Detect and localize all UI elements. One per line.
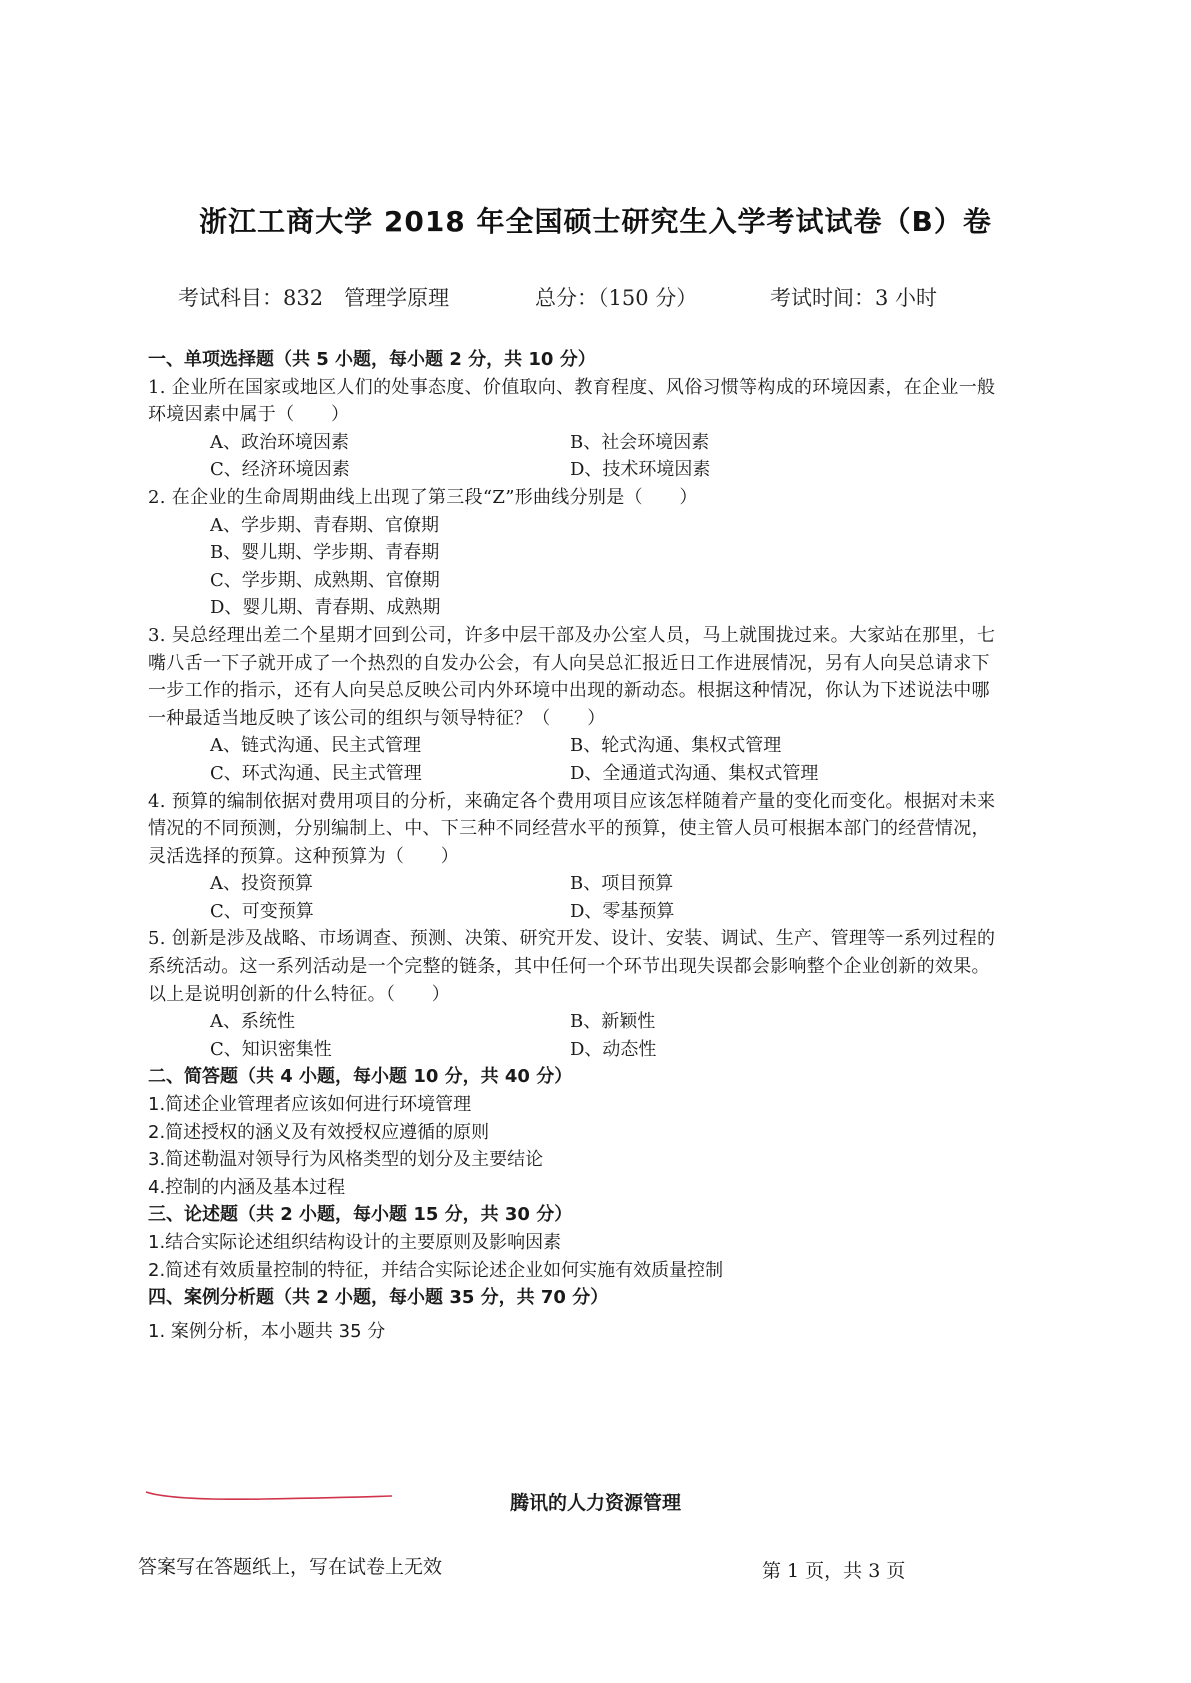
- exam-duration: 考试时间：3 小时: [770, 286, 938, 310]
- question-1-options-row-1: [148, 429, 1008, 457]
- case-1-heading: 1. 案例分析，本小题共 35 分: [148, 1320, 386, 1342]
- option-b: B、婴儿期、学步期、青春期: [210, 542, 440, 564]
- question-3-options-row-2: [148, 760, 1008, 788]
- short-answer-item-3: 3.简述勒温对领导行为风格类型的划分及主要结论: [148, 1149, 544, 1171]
- case-title: 腾讯的人力资源管理: [509, 1492, 681, 1514]
- option-b: B、社会环境因素: [570, 431, 710, 453]
- question-5-options-row-2: [148, 1036, 1008, 1064]
- question-4-options-row-2: [148, 898, 1008, 926]
- option-c: C、环式沟通、民主式管理: [210, 762, 422, 784]
- option-d: D、全通道式沟通、集权式管理: [570, 762, 819, 784]
- exam-subject: 考试科目：832 管理学原理: [178, 286, 450, 310]
- option-b: B、轮式沟通、集权式管理: [570, 735, 782, 757]
- footer-note: 答案写在答题纸上，写在试卷上无效: [138, 1556, 443, 1578]
- exam-meta: [0, 282, 1191, 318]
- question-5-text: 5. 创新是涉及战略、市场调查、预测、决策、研究开发、设计、安装、调试、生产、管理等一系列过程的系统活动。这一系列活动是一个完整的链条，其中任何一个环节出现失误都会影响整个企业创新的效果。以上是说明创新的什么特征。（ ）: [148, 928, 996, 1005]
- question-1-options-row-2: [148, 456, 1008, 484]
- option-c: C、学步期、成熟期、官僚期: [210, 569, 440, 591]
- question-5-options-row-1: [148, 1008, 1008, 1036]
- option-a: A、投资预算: [210, 873, 313, 895]
- exam-content: [148, 346, 1008, 1345]
- question-1-text: 1. 企业所在国家或地区人们的处事态度、价值取向、教育程度、风俗习惯等构成的环境因素，在企业一般环境因素中属于（ ）: [148, 376, 996, 426]
- option-c: C、经济环境因素: [210, 459, 350, 481]
- question-2-text: 2. 在企业的生命周期曲线上出现了第三段“Z”形曲线分别是（ ）: [148, 486, 698, 508]
- option-d: D、技术环境因素: [570, 459, 711, 481]
- option-c: C、知识密集性: [210, 1038, 332, 1060]
- essay-item-2: 2.简述有效质量控制的特征，并结合实际论述企业如何实施有效质量控制: [148, 1259, 724, 1281]
- option-a: A、链式沟通、民主式管理: [210, 735, 421, 757]
- question-3-options-row-1: [148, 732, 1008, 760]
- exam-title: 浙江工商大学 2018 年全国硕士研究生入学考试试卷（B）卷: [199, 205, 992, 238]
- option-b: B、项目预算: [570, 873, 674, 895]
- short-answer-item-4: 4.控制的内涵及基本过程: [148, 1176, 346, 1198]
- exam-total-score: 总分：（150 分）: [535, 286, 698, 310]
- page-number: 第 1 页，共 3 页: [762, 1560, 906, 1582]
- section-heading-2: 二、简答题（共 4 小题，每小题 10 分，共 40 分）: [148, 1066, 573, 1088]
- option-a: A、政治环境因素: [210, 431, 349, 453]
- section-heading-4: 四、案例分析题（共 2 小题，每小题 35 分，共 70 分）: [148, 1287, 609, 1309]
- option-a: A、学步期、青春期、官僚期: [210, 514, 439, 536]
- question-4-options-row-1: [148, 870, 1008, 898]
- question-3-text: 3. 吴总经理出差二个星期才回到公司，许多中层干部及办公室人员，马上就围拢过来。大家站在那里，七嘴八舌一下子就开成了一个热烈的自发办公会，有人向吴总汇报近日工作进展情况，另有人向吴总请求下一步工作的指示，还有人向吴总反映公司内外环境中出现的新动态。根据这种情况，你认为下述说法中哪一种最适当地反映了该公司的组织与领导特征？（ ）: [148, 624, 996, 729]
- short-answer-item-1: 1.简述企业管理者应该如何进行环境管理: [148, 1094, 472, 1116]
- option-d: D、零基预算: [570, 900, 675, 922]
- essay-item-1: 1.结合实际论述组织结构设计的主要原则及影响因素: [148, 1232, 562, 1253]
- option-d: D、婴儿期、青春期、成熟期: [210, 597, 441, 619]
- section-heading-1: 一、单项选择题（共 5 小题，每小题 2 分，共 10 分）: [148, 349, 596, 370]
- option-a: A、系统性: [210, 1011, 295, 1033]
- option-d: D、动态性: [570, 1038, 657, 1060]
- section-heading-3: 三、论述题（共 2 小题，每小题 15 分，共 30 分）: [148, 1204, 573, 1226]
- option-b: B、新颖性: [570, 1011, 656, 1033]
- question-4-text: 4. 预算的编制依据对费用项目的分析，来确定各个费用项目应该怎样随着产量的变化而变化。根据对未来情况的不同预测，分别编制上、中、下三种不同经营水平的预算，使主管人员可根据本部门的经营情况，灵活选择的预算。这种预算为（ ）: [148, 790, 996, 867]
- option-c: C、可变预算: [210, 900, 314, 922]
- short-answer-item-2: 2.简述授权的涵义及有效授权应遵循的原则: [148, 1121, 490, 1143]
